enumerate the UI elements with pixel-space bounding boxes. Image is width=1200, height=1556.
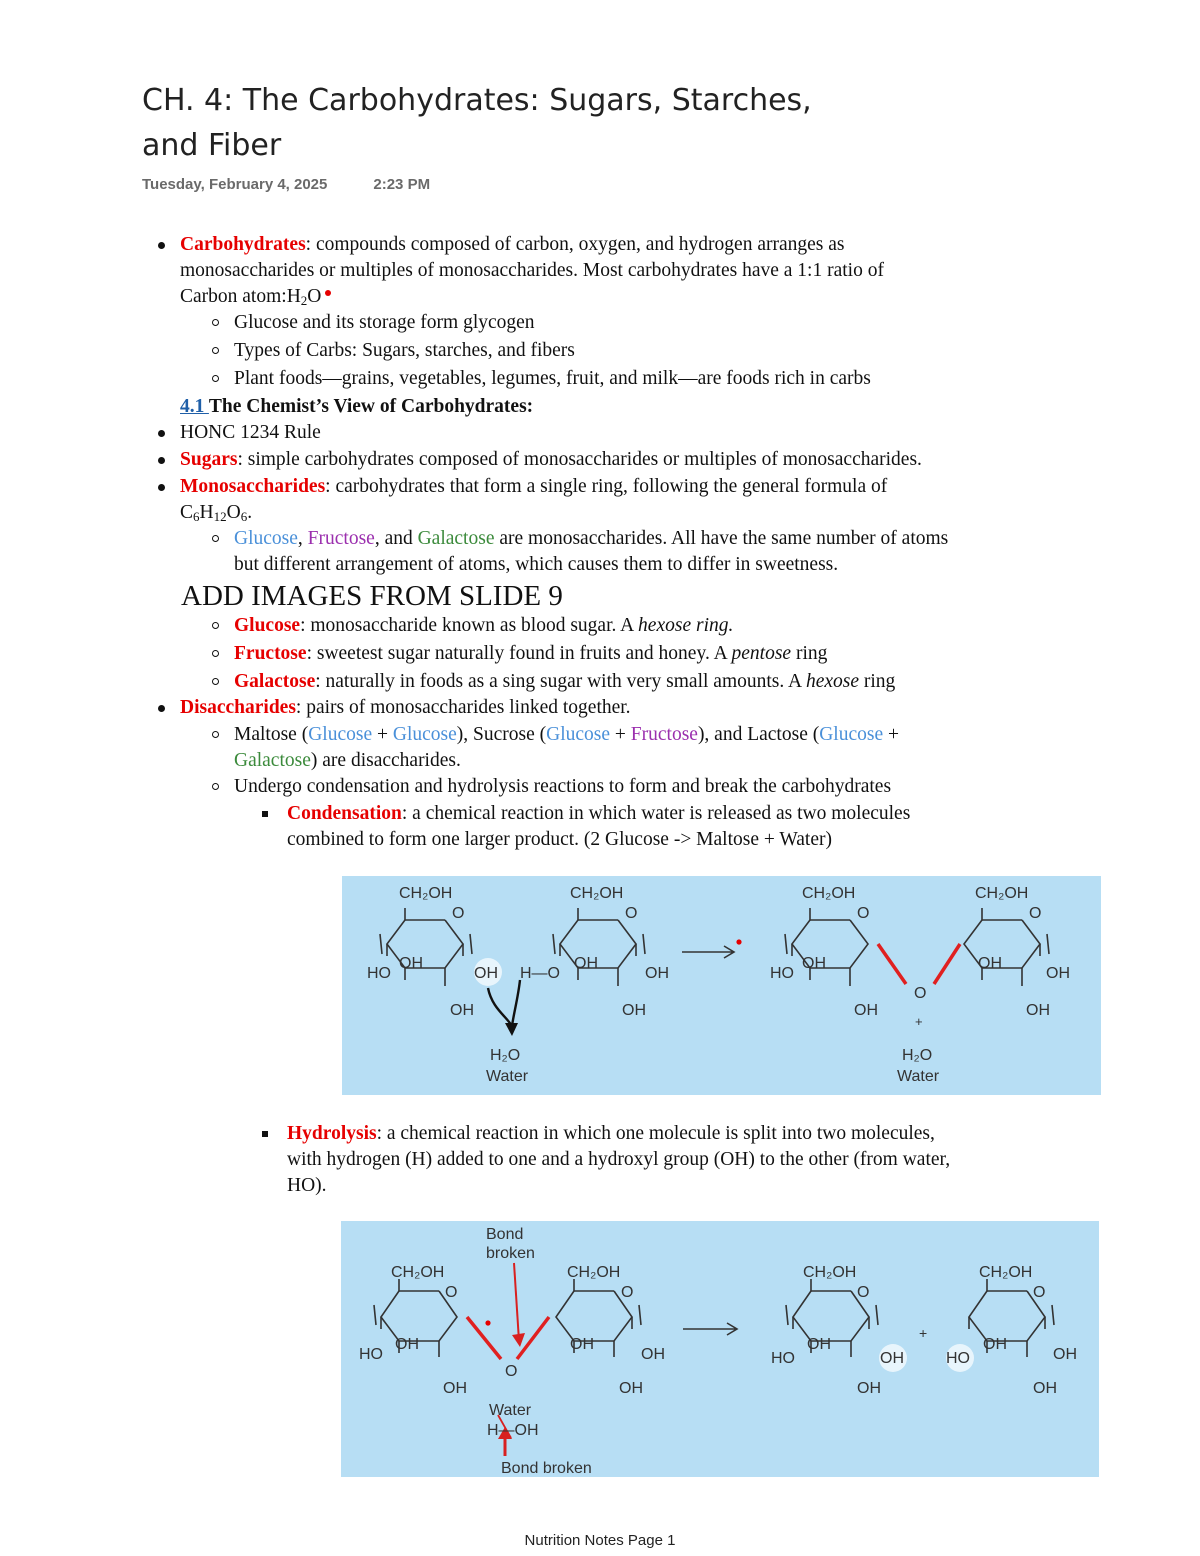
circle-bullet-icon bbox=[212, 535, 219, 542]
svg-text:OH: OH bbox=[1053, 1346, 1077, 1363]
svg-text:OH: OH bbox=[1033, 1380, 1057, 1397]
mono-sentence-1: Glucose, Fructose, and Galactose are monosaccharides. All have the same number of atoms bbox=[234, 528, 949, 549]
bullet-icon bbox=[158, 457, 165, 464]
svg-text:O: O bbox=[914, 985, 927, 1002]
condensation-diagram bbox=[342, 876, 1101, 1095]
svg-text:OH: OH bbox=[645, 965, 669, 982]
mono-line-1: Monosaccharides: carbohydrates that form a single ring, following the general formula of bbox=[180, 476, 888, 497]
mono-formula: $C_6H_{12}O_6$. bbox=[180, 502, 253, 524]
condensation-line-1: Condensation: a chemical reaction in which water is released as two molecules bbox=[287, 803, 911, 824]
circle-bullet-icon bbox=[212, 731, 219, 738]
plant-foods-line: Plant foods—grains, vegetables, legumes, fruit, and milk—are foods rich in carbs bbox=[234, 368, 871, 389]
circle-bullet-icon bbox=[212, 622, 219, 629]
svg-text:OH: OH bbox=[443, 1380, 467, 1397]
svg-text:OH: OH bbox=[474, 965, 498, 982]
page-title bbox=[142, 78, 902, 168]
sugars-line: Sugars: simple carbohydrates composed of monosaccharides or multiples of monosaccharides. bbox=[180, 449, 922, 470]
carbs-term: Carbohydrates bbox=[180, 234, 306, 255]
square-bullet-icon bbox=[262, 811, 268, 817]
svg-text:OH: OH bbox=[880, 1350, 904, 1367]
ch2oh-label: CH₂OH bbox=[399, 885, 453, 902]
condensation-line-2: combined to form one larger product. (2 Glucose -> Maltose + Water) bbox=[287, 829, 832, 850]
hydrolysis-term: Hydrolysis bbox=[287, 1123, 377, 1144]
circle-bullet-icon bbox=[212, 650, 219, 657]
svg-text:Water: Water bbox=[489, 1402, 532, 1419]
svg-text:O: O bbox=[445, 1284, 458, 1301]
red-dot-icon bbox=[325, 290, 331, 296]
svg-text:OH: OH bbox=[450, 1002, 474, 1019]
glucose-def-line: Glucose: monosaccharide known as blood sugar. A hexose ring. bbox=[234, 615, 734, 636]
title-line-2: and Fiber bbox=[142, 128, 282, 163]
svg-text:O: O bbox=[621, 1284, 634, 1301]
svg-text:OH: OH bbox=[395, 1336, 419, 1353]
date-label: Tuesday, February 4, 2025 bbox=[142, 176, 328, 193]
svg-text:O: O bbox=[452, 905, 465, 922]
svg-text:+: + bbox=[915, 1014, 923, 1029]
svg-text:O: O bbox=[857, 905, 870, 922]
di-examples-line-1: Maltose (Glucose + Glucose), Sucrose (Glucose + Fructose), and Lactose (Glucose + bbox=[234, 724, 899, 745]
svg-text:O: O bbox=[1029, 905, 1042, 922]
svg-text:OH: OH bbox=[619, 1380, 643, 1397]
circle-bullet-icon bbox=[212, 347, 219, 354]
svg-text:CH₂OH: CH₂OH bbox=[975, 885, 1029, 902]
svg-text:CH₂OH: CH₂OH bbox=[979, 1264, 1033, 1281]
svg-text:H₂O: H₂O bbox=[902, 1047, 933, 1064]
svg-text:OH: OH bbox=[1046, 965, 1070, 982]
time-label: 2:23 PM bbox=[373, 176, 431, 193]
square-bullet-icon bbox=[262, 1131, 268, 1137]
bullet-icon bbox=[158, 430, 165, 437]
undergo-line: Undergo condensation and hydrolysis reactions to form and break the carbohydrates bbox=[234, 776, 892, 797]
svg-text:+: + bbox=[919, 1325, 928, 1341]
section-heading: 4.1 The Chemist’s View of Carbohydrates: bbox=[180, 396, 534, 417]
svg-text:CH₂OH: CH₂OH bbox=[803, 1264, 857, 1281]
svg-text:OH: OH bbox=[854, 1002, 878, 1019]
svg-text:CH₂OH: CH₂OH bbox=[391, 1264, 445, 1281]
di-examples-line-2: Galactose) are disaccharides. bbox=[234, 750, 461, 771]
honc-line: HONC 1234 Rule bbox=[180, 422, 321, 443]
svg-text:OH: OH bbox=[807, 1336, 831, 1353]
svg-text:OH: OH bbox=[802, 955, 826, 972]
carbs-line-2: monosaccharides or multiples of monosaccharides. Most carbohydrates have a 1:1 ratio of bbox=[180, 260, 884, 281]
circle-bullet-icon bbox=[212, 375, 219, 382]
svg-text:HO: HO bbox=[367, 965, 391, 982]
svg-text:CH₂OH: CH₂OH bbox=[802, 885, 856, 902]
svg-text:OH: OH bbox=[978, 955, 1002, 972]
carbs-line-3: Carbon $atom:H_2O$ bbox=[180, 284, 331, 314]
hydrolysis-line-1: Hydrolysis: a chemical reaction in which one molecule is split into two molecules, bbox=[287, 1123, 935, 1144]
bullet-icon bbox=[158, 705, 165, 712]
carbs-line-1: Carbohydrates: compounds composed of carbon, oxygen, and hydrogen arranges as bbox=[180, 234, 845, 255]
bullet-icon bbox=[158, 242, 165, 249]
bullet-icon bbox=[158, 484, 165, 491]
timestamp bbox=[142, 176, 430, 193]
svg-text:H₂O: H₂O bbox=[490, 1047, 521, 1064]
di-line: Disaccharides: pairs of monosaccharides linked together. bbox=[180, 697, 631, 718]
svg-text:HO: HO bbox=[946, 1350, 970, 1367]
di-term: Disaccharides bbox=[180, 697, 296, 718]
svg-text:HO: HO bbox=[359, 1346, 383, 1363]
title-line-1: CH. 4: The Carbohydrates: Sugars, Starches, bbox=[142, 83, 812, 118]
svg-text:OH: OH bbox=[570, 1336, 594, 1353]
condensation-svg bbox=[342, 876, 1101, 1095]
galactose-def-line: Galactose: naturally in foods as a sing sugar with very small amounts. A hexose ring bbox=[234, 671, 896, 692]
circle-bullet-icon bbox=[212, 319, 219, 326]
svg-text:OH: OH bbox=[574, 955, 598, 972]
svg-text:OH: OH bbox=[983, 1336, 1007, 1353]
add-images-heading: ADD IMAGES FROM SLIDE 9 bbox=[181, 580, 563, 612]
svg-text:OH: OH bbox=[399, 955, 423, 972]
fructose-def-line: Fructose: sweetest sugar naturally found in fruits and honey. A pentose ring bbox=[234, 643, 828, 664]
svg-text:OH: OH bbox=[857, 1380, 881, 1397]
hydrolysis-svg bbox=[341, 1221, 1099, 1477]
svg-text:CH₂OH: CH₂OH bbox=[570, 885, 624, 902]
svg-text:O: O bbox=[625, 905, 638, 922]
mono-term: Monosaccharides bbox=[180, 476, 326, 497]
svg-text:Water: Water bbox=[897, 1068, 940, 1085]
mono-sentence-2: but different arrangement of atoms, which causes them to differ in sweetness. bbox=[234, 554, 839, 575]
page-footer: Nutrition Notes Page 1 bbox=[524, 1532, 676, 1549]
hydrolysis-diagram bbox=[341, 1221, 1099, 1477]
svg-text:H—OH: H—OH bbox=[487, 1422, 539, 1439]
condensation-term: Condensation bbox=[287, 803, 402, 824]
section-link[interactable]: 4.1 bbox=[180, 396, 209, 417]
hydrolysis-line-2: with hydrogen (H) added to one and a hydroxyl group (OH) to the other (from water, bbox=[287, 1149, 951, 1170]
glucose-storage-line: Glucose and its storage form glycogen bbox=[234, 312, 535, 333]
svg-text:O: O bbox=[505, 1363, 518, 1380]
svg-text:HO: HO bbox=[771, 1350, 795, 1367]
svg-text:O: O bbox=[857, 1284, 870, 1301]
svg-text:H—O: H—O bbox=[520, 965, 560, 982]
sugars-term: Sugars bbox=[180, 449, 238, 470]
svg-text:broken: broken bbox=[486, 1245, 535, 1262]
svg-text:Bond: Bond bbox=[486, 1226, 524, 1243]
hydrolysis-line-3: HO). bbox=[287, 1175, 327, 1196]
svg-text:OH: OH bbox=[622, 1002, 646, 1019]
svg-text:Water: Water bbox=[486, 1068, 529, 1085]
svg-text:O: O bbox=[1033, 1284, 1046, 1301]
circle-bullet-icon bbox=[212, 678, 219, 685]
circle-bullet-icon bbox=[212, 783, 219, 790]
svg-text:Bond broken: Bond broken bbox=[501, 1460, 592, 1477]
svg-text:CH₂OH: CH₂OH bbox=[567, 1264, 621, 1281]
svg-text:OH: OH bbox=[641, 1346, 665, 1363]
svg-text:OH: OH bbox=[1026, 1002, 1050, 1019]
svg-text:HO: HO bbox=[770, 965, 794, 982]
types-line: Types of Carbs: Sugars, starches, and fibers bbox=[234, 340, 575, 361]
